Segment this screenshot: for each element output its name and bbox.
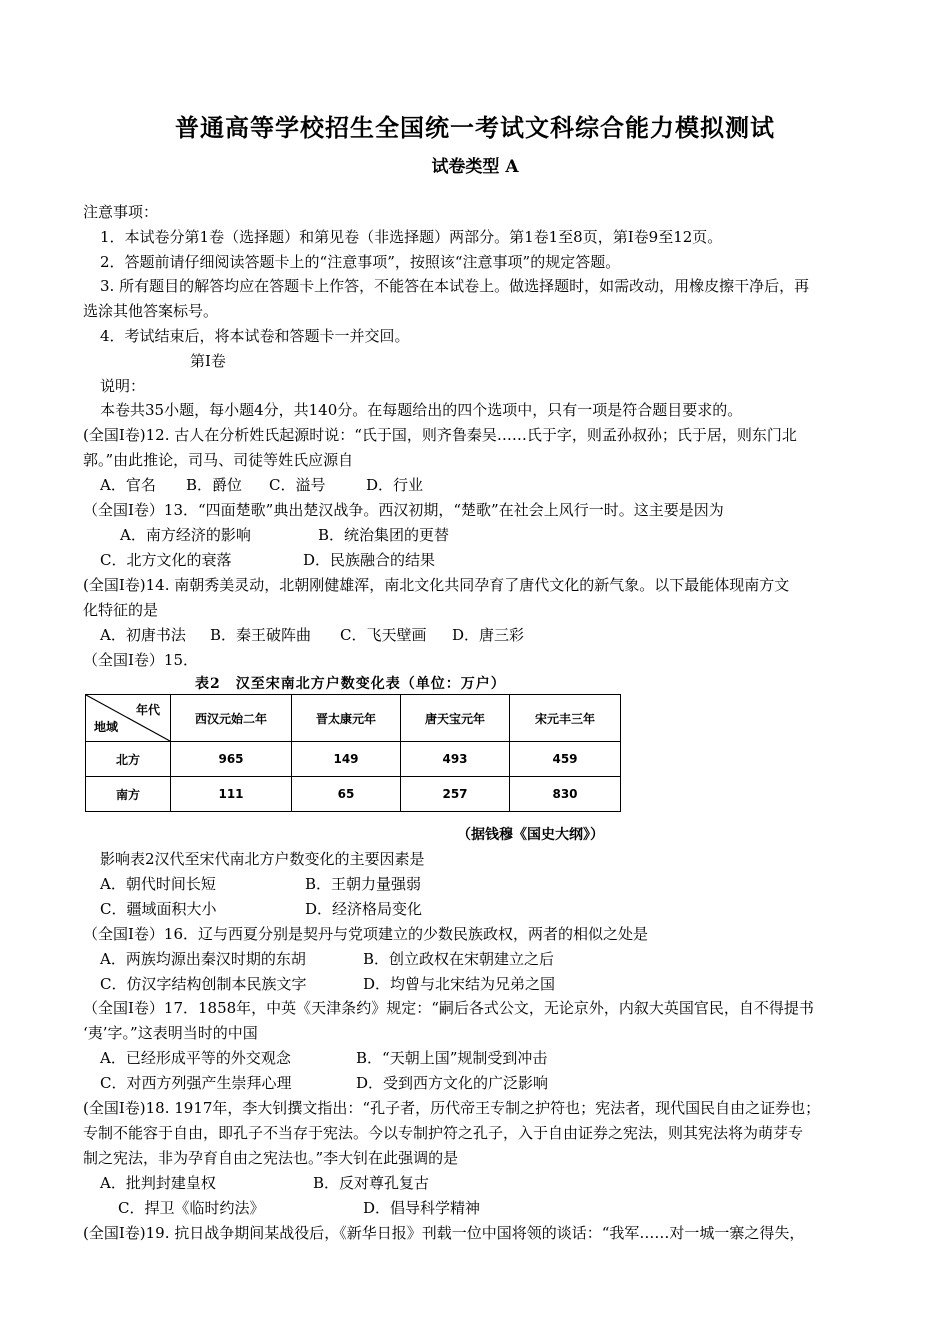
q14-option-d: D．唐三彩 xyxy=(452,626,525,644)
col-header: 西汉元始二年 xyxy=(171,695,292,742)
q18-option-c: C．捍卫《临时约法》 xyxy=(118,1199,265,1217)
table-cell: 830 xyxy=(510,777,621,812)
q17-option-c: C．对西方列强产生崇拜心理 xyxy=(100,1074,292,1092)
table-cell: 65 xyxy=(292,777,401,812)
q13-option-b: B．统治集团的更替 xyxy=(318,526,450,544)
table-cell: 965 xyxy=(171,742,292,777)
notice-item-3: 3. 所有题目的解答均应在答题卡上作答，不能答在本试卷上。做选择题时，如需改动，用橡皮擦干净后，再 xyxy=(100,277,810,295)
q15-option-c: C．疆域面积大小 xyxy=(100,900,217,918)
q16-stem: （全国I卷）16．辽与西夏分别是契丹与党项建立的少数民族政权，两者的相似之处是 xyxy=(83,925,649,943)
q12-option-c: C．溢号 xyxy=(269,476,326,494)
q12-option-d: D．行业 xyxy=(366,476,424,494)
q14-stem-1: (全国I卷)14. 南朝秀美灵动，北朝刚健雄浑，南北文化共同孕育了唐代文化的新气象。以下最能体现南方文 xyxy=(83,576,790,594)
notice-item-2: 2．答题前请仔细阅读答题卡上的“注意事项”，按照该“注意事项”的规定答题。 xyxy=(100,253,621,271)
col-header: 宋元丰三年 xyxy=(510,695,621,742)
table-caption: 表2 汉至宋南北方户数变化表（单位：万户） xyxy=(195,676,506,692)
paper-type: 试卷类型 A xyxy=(431,157,519,177)
q18-option-a: A．批判封建皇权 xyxy=(100,1174,216,1192)
row-label: 北方 xyxy=(86,742,171,777)
household-table xyxy=(85,694,621,812)
section-name: 第I卷 xyxy=(190,352,226,370)
exam-title: 普通高等学校招生全国统一考试文科综合能力模拟测试 xyxy=(175,113,775,142)
q18-option-d: D．倡导科学精神 xyxy=(363,1199,481,1217)
q14-option-b: B．秦王破阵曲 xyxy=(210,626,312,644)
q14-options xyxy=(100,625,524,645)
col-header: 晋太康元年 xyxy=(292,695,401,742)
table-header-row xyxy=(86,695,621,742)
q14-option-c: C．飞天壁画 xyxy=(340,626,427,644)
q14-stem-2: 化特征的是 xyxy=(83,601,159,619)
q12-options xyxy=(100,475,423,495)
corner-label-region: 地域 xyxy=(94,720,119,734)
q12-stem-1: (全国I卷)12. 古人在分析姓氏起源时说：“氏于国，则齐鲁秦吴……氏于字，则孟孙叔孙；氏于居，则东门北 xyxy=(83,426,797,444)
q17-option-a: A．已经形成平等的外交观念 xyxy=(100,1049,291,1067)
q18-stem-1: (全国I卷)18. 1917年，李大钊撰文指出：“孔子者，历代帝王专制之护符也；宪法者，现代国民自由之证券也； xyxy=(83,1099,821,1117)
q13-option-c: C．北方文化的衰落 xyxy=(100,551,232,569)
table-cell: 111 xyxy=(171,777,292,812)
notice-heading: 注意事项： xyxy=(83,203,159,221)
q17-stem-2: ‘夷’字。”这表明当时的中国 xyxy=(83,1024,258,1042)
table-cell: 493 xyxy=(401,742,510,777)
q18-stem-2: 专制不能容于自由，即孔子不当存于宪法。今以专制护符之孔子，入于自由证券之宪法，则其宪法将为萌芽专 xyxy=(83,1124,804,1142)
notice-item-4: 4．考试结束后，将本试卷和答题卡一并交回。 xyxy=(100,327,410,345)
q13-option-d: D．民族融合的结果 xyxy=(303,551,436,569)
corner-label-era: 年代 xyxy=(135,703,160,717)
q17-option-b: B．“天朝上国”规制受到冲击 xyxy=(356,1049,548,1067)
section-note-label: 说明： xyxy=(100,377,146,395)
table-source: （据钱穆《国史大纲》） xyxy=(457,827,604,843)
table-row xyxy=(86,777,621,812)
q14-option-a: A．初唐书法 xyxy=(100,626,186,644)
table-cell: 149 xyxy=(292,742,401,777)
q15-stem: （全国I卷）15． xyxy=(83,651,199,669)
q15-option-b: B．王朝力量强弱 xyxy=(305,875,422,893)
notice-item-3-cont: 选涂其他答案标号。 xyxy=(83,302,219,320)
table-row xyxy=(86,742,621,777)
q16-option-a: A．两族均源出秦汉时期的东胡 xyxy=(100,950,306,968)
q12-stem-2: 郭。”由此推论，司马、司徒等姓氏应源自 xyxy=(83,451,354,469)
section-note-text: 本卷共35小题，每小题4分，共140分。在每题给出的四个选项中，只有一项是符合题目要求的。 xyxy=(100,401,743,419)
notice-item-1: 1．本试卷分第1卷（选择题）和第见卷（非选择题）两部分。第1卷1至8页，第I卷9至12页。 xyxy=(100,228,723,246)
q19-stem-1: (全国I卷)19. 抗日战争期间某战役后，《新华日报》刊载一位中国将领的谈话：“我军……对一城一寨之得失， xyxy=(83,1224,805,1242)
q12-option-b: B．爵位 xyxy=(186,476,243,494)
q17-option-d: D．受到西方文化的广泛影响 xyxy=(356,1074,549,1092)
q16-option-d: D．均曾与北宋结为兄弟之国 xyxy=(363,975,556,993)
table-cell: 257 xyxy=(401,777,510,812)
table-corner-cell xyxy=(86,695,171,742)
q15-option-a: A．朝代时间长短 xyxy=(100,875,216,893)
q16-option-b: B．创立政权在宋朝建立之后 xyxy=(363,950,555,968)
col-header: 唐天宝元年 xyxy=(401,695,510,742)
q18-stem-3: 制之宪法，非为孕育自由之宪法也。”李大钊在此强调的是 xyxy=(83,1149,459,1167)
q18-option-b: B．反对尊孔复古 xyxy=(313,1174,430,1192)
q13-option-a: A．南方经济的影响 xyxy=(120,526,251,544)
q15-question: 影响表2汉代至宋代南北方户数变化的主要因素是 xyxy=(100,850,425,868)
q12-option-a: A．官名 xyxy=(100,476,156,494)
q17-stem-1: （全国I卷）17．1858年，中英《天津条约》规定：“嗣后各式公文，无论京外，内叙大英国官民，自不得提书 xyxy=(83,999,814,1017)
q15-option-d: D．经济格局变化 xyxy=(305,900,423,918)
table-cell: 459 xyxy=(510,742,621,777)
row-label: 南方 xyxy=(86,777,171,812)
q13-stem: （全国I卷）13．“四面楚歌”典出楚汉战争。西汉初期，“楚歌”在社会上风行一时。这主要是因为 xyxy=(83,501,724,519)
q16-option-c: C．仿汉字结构创制本民族文字 xyxy=(100,975,307,993)
